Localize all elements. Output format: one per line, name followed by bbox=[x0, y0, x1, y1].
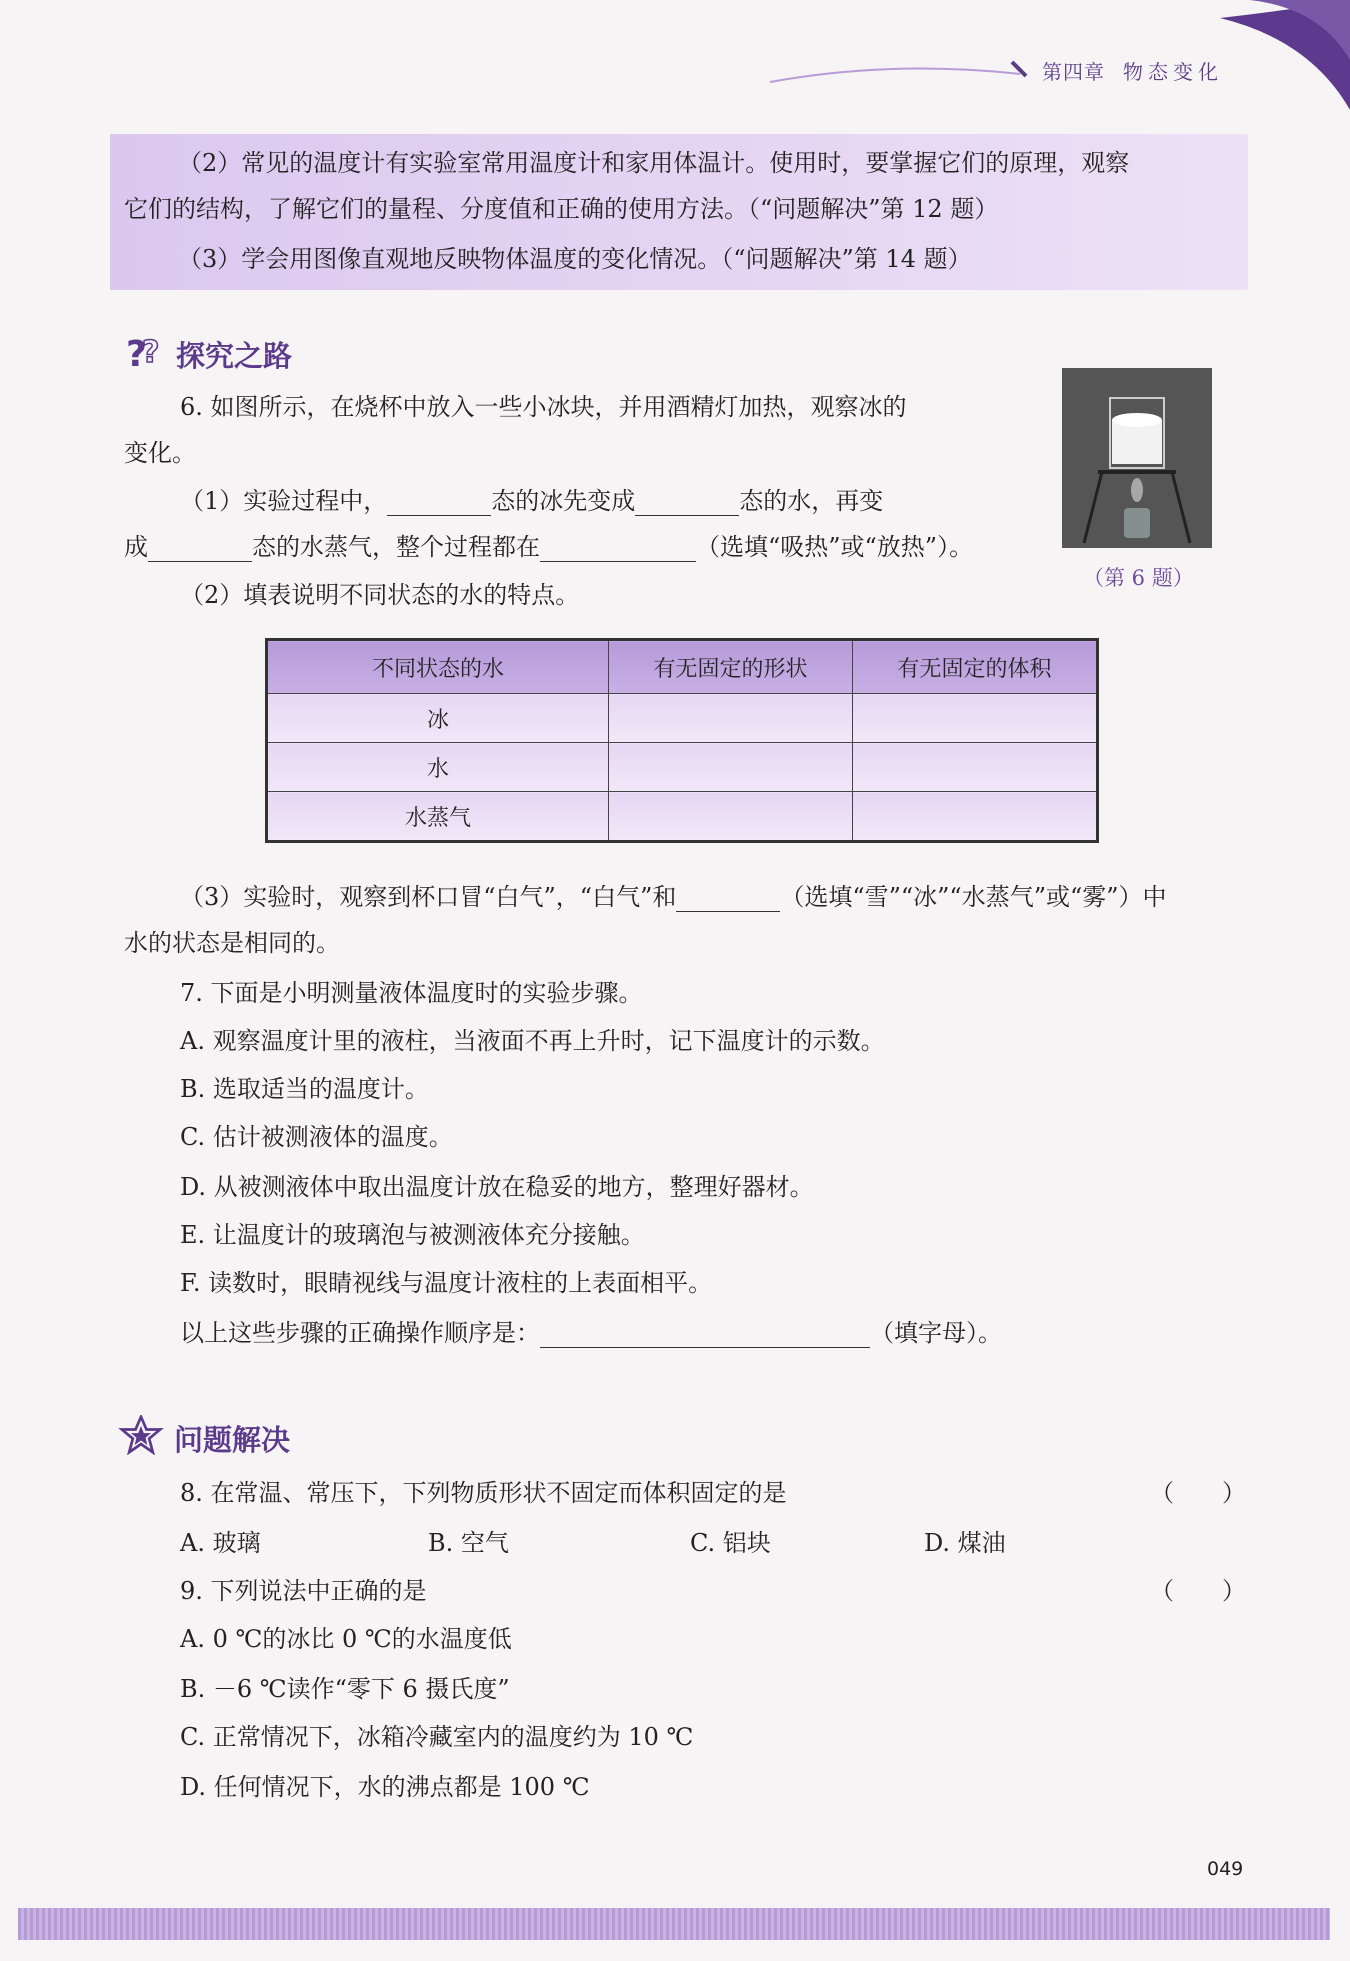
table-row-label: 水 bbox=[267, 743, 609, 792]
water-states-table bbox=[265, 638, 1099, 843]
table-header-cell: 有无固定的体积 bbox=[853, 640, 1098, 694]
q9-option-b[interactable]: B. －6 ℃读作“零下 6 摄氏度” bbox=[180, 1675, 510, 1703]
q6-1-text-c: 态的水，再变 bbox=[739, 487, 884, 515]
section-title-problems: 问题解决 bbox=[174, 1423, 291, 1457]
page-number: 049 bbox=[1207, 1858, 1244, 1880]
chapter-title bbox=[1042, 56, 1223, 85]
answer-cell[interactable] bbox=[853, 792, 1098, 842]
header-swoosh bbox=[770, 52, 1030, 92]
table-row-label: 水蒸气 bbox=[267, 792, 609, 842]
q9-option-d[interactable]: D. 任何情况下，水的沸点都是 100 ℃ bbox=[180, 1773, 590, 1801]
answer-cell[interactable] bbox=[609, 743, 853, 792]
section-title-explore: 探究之路 bbox=[176, 339, 293, 373]
q6-line-2: 变化。 bbox=[124, 439, 196, 467]
summary-line-3: （3）学会用图像直观地反映物体温度的变化情况。（“问题解决”第 14 题） bbox=[178, 245, 972, 273]
question-marks-icon bbox=[124, 332, 170, 372]
chapter-number: 第四章 bbox=[1042, 60, 1105, 84]
table-row-label: 冰 bbox=[267, 694, 609, 743]
table-header-cell: 有无固定的形状 bbox=[609, 640, 853, 694]
answer-cell[interactable] bbox=[609, 694, 853, 743]
q6-1-text-d: 成 bbox=[124, 533, 148, 561]
q6-2-text: （2）填表说明不同状态的水的特点。 bbox=[180, 581, 580, 609]
table-row bbox=[267, 792, 1098, 842]
blank-water-state[interactable] bbox=[635, 491, 739, 516]
q7-order-suffix: （填字母）。 bbox=[870, 1319, 1002, 1347]
q7-step-e: E. 让温度计的玻璃泡与被测液体充分接触。 bbox=[180, 1221, 645, 1249]
footer-bar bbox=[18, 1908, 1330, 1940]
blank-white-gas[interactable] bbox=[676, 887, 780, 912]
star-icon bbox=[118, 1415, 164, 1455]
q6-1-line-2 bbox=[124, 532, 973, 562]
beaker-photo bbox=[1062, 368, 1212, 548]
q9-text: 9. 下列说法中正确的是 bbox=[180, 1577, 427, 1605]
answer-cell[interactable] bbox=[609, 792, 853, 842]
q8-option-b[interactable]: B. 空气 bbox=[428, 1529, 509, 1557]
q6-1-text-e: 态的水蒸气，整个过程都在 bbox=[252, 533, 540, 561]
q7-order-text: 以上这些步骤的正确操作顺序是： bbox=[180, 1319, 540, 1347]
q6-3-line-1 bbox=[180, 882, 1167, 912]
q6-3-text-a: （3）实验时，观察到杯口冒“白气”，“白气”和 bbox=[180, 883, 677, 911]
corner-decoration bbox=[1220, 0, 1350, 110]
table-header-row bbox=[267, 640, 1098, 694]
blank-order[interactable] bbox=[540, 1323, 870, 1348]
q7-step-b: B. 选取适当的温度计。 bbox=[180, 1075, 429, 1103]
q7-order-line bbox=[180, 1318, 1002, 1348]
blank-vapor-state[interactable] bbox=[148, 537, 252, 562]
q7-text: 7. 下面是小明测量液体温度时的实验步骤。 bbox=[180, 979, 643, 1007]
q8-option-c[interactable]: C. 铝块 bbox=[690, 1529, 771, 1557]
q6-3-line-2: 水的状态是相同的。 bbox=[124, 929, 340, 957]
q7-step-d: D. 从被测液体中取出温度计放在稳妥的地方，整理好器材。 bbox=[180, 1173, 814, 1201]
q9-option-c[interactable]: C. 正常情况下，冰箱冷藏室内的温度约为 10 ℃ bbox=[180, 1723, 694, 1751]
q6-1-text-a: （1）实验过程中， bbox=[180, 487, 388, 515]
chapter-name: 物态变化 bbox=[1123, 60, 1223, 84]
photo-caption: （第 6 题） bbox=[1083, 566, 1194, 590]
q7-step-f: F. 读数时，眼睛视线与温度计液柱的上表面相平。 bbox=[180, 1269, 713, 1297]
svg-text:?: ? bbox=[142, 335, 160, 370]
q6-1-text-b: 态的冰先变成 bbox=[491, 487, 636, 515]
q6-3-text-b: （选填“雪”“冰”“水蒸气”或“雾”）中 bbox=[780, 883, 1167, 911]
q7-step-c: C. 估计被测液体的温度。 bbox=[180, 1123, 453, 1151]
q6-1-line-1 bbox=[180, 486, 883, 516]
beaker-illustration bbox=[1062, 368, 1212, 548]
q8-answer-paren[interactable]: （ ） bbox=[1150, 1479, 1246, 1507]
summary-line-1: （2）常见的温度计有实验室常用温度计和家用体温计。使用时，要掌握它们的原理，观察 bbox=[178, 149, 1130, 177]
q9-answer-paren[interactable]: （ ） bbox=[1150, 1577, 1246, 1605]
answer-cell[interactable] bbox=[853, 694, 1098, 743]
q8-option-a[interactable]: A. 玻璃 bbox=[180, 1529, 261, 1557]
summary-line-2: 它们的结构，了解它们的量程、分度值和正确的使用方法。（“问题解决”第 12 题） bbox=[124, 195, 999, 223]
q8-text: 8. 在常温、常压下，下列物质形状不固定而体积固定的是 bbox=[180, 1479, 787, 1507]
q6-line-1: 6. 如图所示，在烧杯中放入一些小冰块，并用酒精灯加热，观察冰的 bbox=[180, 393, 907, 421]
table-row bbox=[267, 743, 1098, 792]
answer-cell[interactable] bbox=[853, 743, 1098, 792]
q7-step-a: A. 观察温度计里的液柱，当液面不再上升时，记下温度计的示数。 bbox=[180, 1027, 885, 1055]
q9-option-a[interactable]: A. 0 ℃的冰比 0 ℃的水温度低 bbox=[180, 1625, 512, 1653]
q8-option-d[interactable]: D. 煤油 bbox=[924, 1529, 1006, 1557]
table-header-cell: 不同状态的水 bbox=[267, 640, 609, 694]
blank-heat[interactable] bbox=[540, 537, 696, 562]
blank-ice-state[interactable] bbox=[387, 491, 491, 516]
svg-text:?: ? bbox=[126, 334, 147, 372]
q6-1-text-f: （选填“吸热”或“放热”）。 bbox=[696, 533, 974, 561]
table-row bbox=[267, 694, 1098, 743]
